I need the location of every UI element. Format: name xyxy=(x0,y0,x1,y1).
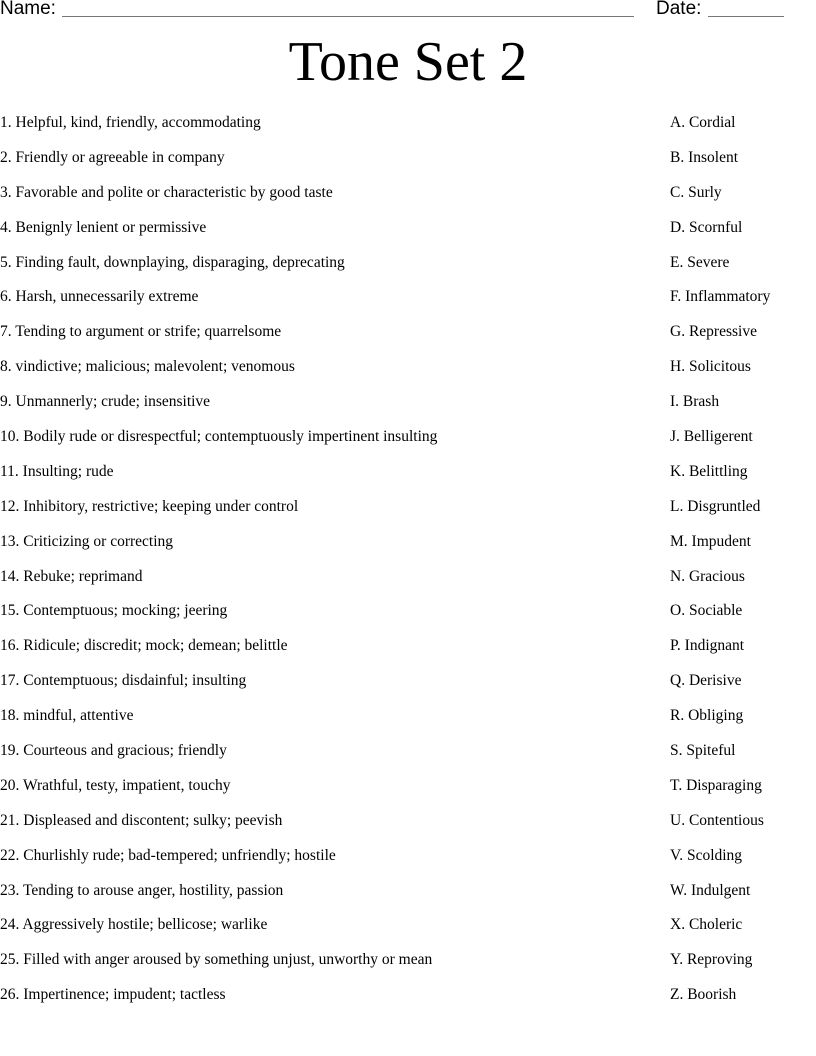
answer-item: M. Impudent xyxy=(670,532,751,550)
clue-item: 19. Courteous and gracious; friendly xyxy=(0,742,227,760)
clue-item: 22. Churlishly rude; bad-tempered; unfriendly; hostile xyxy=(0,846,336,864)
clue-item: 6. Harsh, unnecessarily extreme xyxy=(0,288,199,306)
clue-item: 11. Insulting; rude xyxy=(0,462,114,480)
answer-item: C. Surly xyxy=(670,183,722,201)
clue-item: 13. Criticizing or correcting xyxy=(0,532,174,550)
answer-item: S. Spiteful xyxy=(670,742,736,760)
answer-item: D. Scornful xyxy=(670,218,743,236)
answer-item: B. Insolent xyxy=(670,148,739,166)
answer-item: X. Choleric xyxy=(670,916,743,934)
answer-item: L. Disgruntled xyxy=(670,497,761,515)
answer-item: I. Brash xyxy=(670,393,720,411)
clue-item: 24. Aggressively hostile; bellicose; warlike xyxy=(0,916,268,934)
clue-list xyxy=(0,114,640,1021)
clue-item: 7. Tending to argument or strife; quarrelsome xyxy=(0,323,282,341)
date-label: Date: xyxy=(656,0,702,19)
clue-item: 14. Rebuke; reprimand xyxy=(0,567,143,585)
answer-item: Y. Reproving xyxy=(670,951,753,969)
answer-item: F. Inflammatory xyxy=(670,288,771,306)
clue-item: 17. Contemptuous; disdainful; insulting xyxy=(0,672,247,690)
answer-item: Q. Derisive xyxy=(670,672,742,690)
answer-list xyxy=(670,114,816,1021)
answer-item: T. Disparaging xyxy=(670,776,762,794)
clue-item: 2. Friendly or agreeable in company xyxy=(0,148,225,166)
answer-item: G. Repressive xyxy=(670,323,757,341)
answer-item: U. Contentious xyxy=(670,811,764,829)
answer-item: W. Indulgent xyxy=(670,881,751,899)
clue-item: 16. Ridicule; discredit; mock; demean; belittle xyxy=(0,637,288,655)
name-blank-line xyxy=(62,16,634,17)
page-title: Tone Set 2 xyxy=(288,31,528,93)
answer-item: J. Belligerent xyxy=(670,428,753,446)
clue-item: 1. Helpful, kind, friendly, accommodating xyxy=(0,114,261,131)
answer-item: O. Sociable xyxy=(670,602,743,620)
answer-item: A. Cordial xyxy=(670,114,736,131)
clue-item: 21. Displeased and discontent; sulky; peevish xyxy=(0,811,283,829)
clue-item: 25. Filled with anger aroused by something unjust, unworthy or mean xyxy=(0,951,433,969)
clue-item: 18. mindful, attentive xyxy=(0,707,134,725)
clue-item: 3. Favorable and polite or characteristic by good taste xyxy=(0,183,333,201)
clue-item: 12. Inhibitory, restrictive; keeping under control xyxy=(0,497,299,515)
name-label: Name: xyxy=(0,0,56,19)
clue-item: 23. Tending to arouse anger, hostility, passion xyxy=(0,881,284,899)
answer-item: R. Obliging xyxy=(670,707,744,725)
answer-item: E. Severe xyxy=(670,253,730,271)
clue-item: 26. Impertinence; impudent; tactless xyxy=(0,986,226,1004)
clue-item: 8. vindictive; malicious; malevolent; venomous xyxy=(0,358,295,376)
clue-item: 5. Finding fault, downplaying, disparaging, deprecating xyxy=(0,253,345,271)
answer-item: K. Belittling xyxy=(670,462,748,480)
answer-item: V. Scolding xyxy=(670,846,743,864)
clue-item: 9. Unmannerly; crude; insensitive xyxy=(0,393,211,411)
clue-item: 10. Bodily rude or disrespectful; contemptuously impertinent insulting xyxy=(0,428,438,446)
clue-item: 15. Contemptuous; mocking; jeering xyxy=(0,602,228,620)
answer-item: N. Gracious xyxy=(670,567,745,585)
answer-item: H. Solicitous xyxy=(670,358,751,376)
header xyxy=(0,0,816,24)
answer-item: Z. Boorish xyxy=(670,986,737,1004)
answer-item: P. Indignant xyxy=(670,637,745,655)
clue-item: 4. Benignly lenient or permissive xyxy=(0,218,207,236)
clue-item: 20. Wrathful, testy, impatient, touchy xyxy=(0,776,231,794)
date-blank-line xyxy=(708,16,784,17)
